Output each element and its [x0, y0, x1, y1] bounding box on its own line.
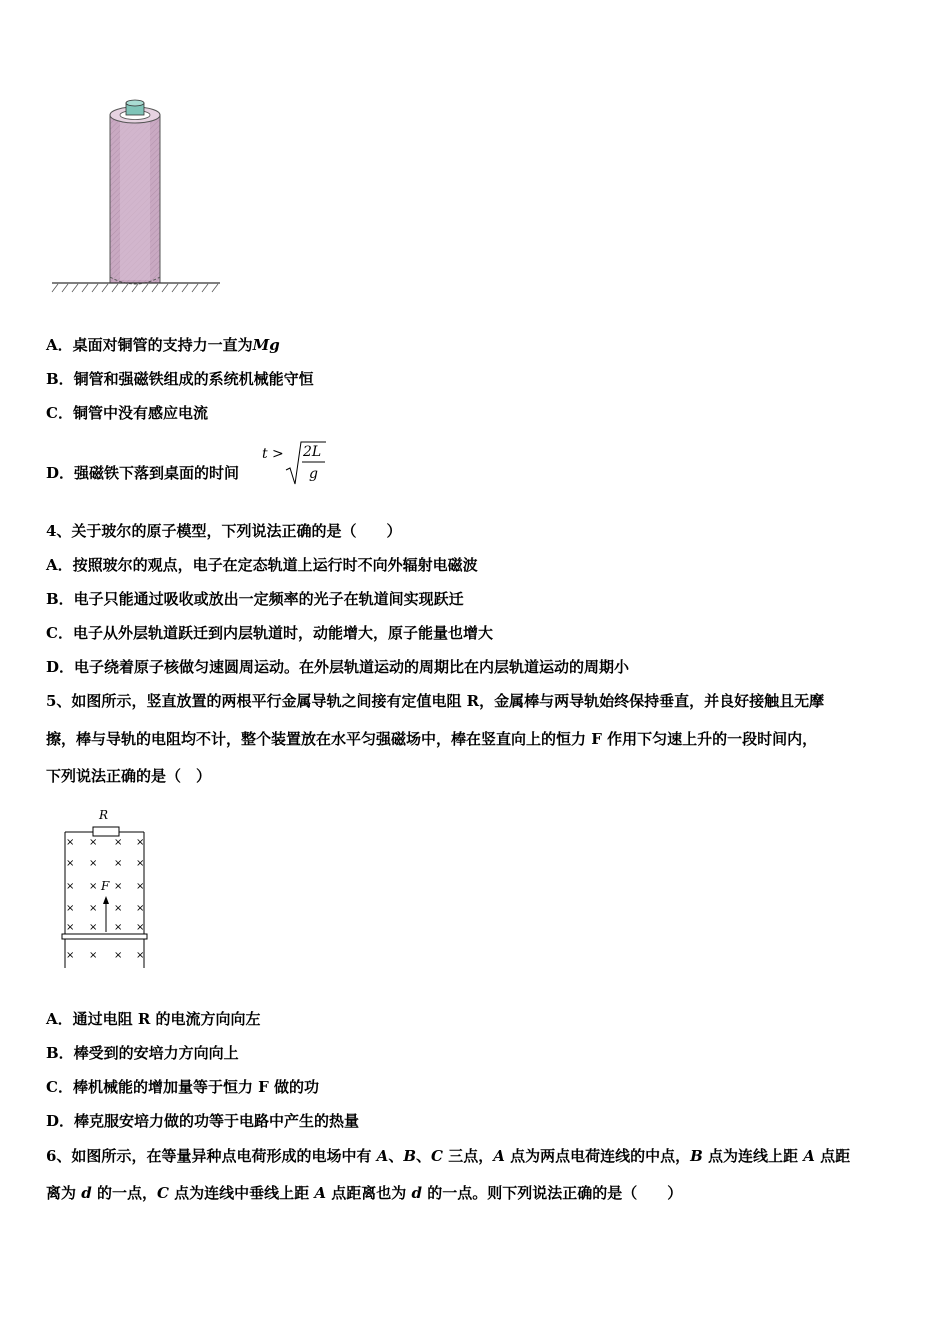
- field-mark: ×: [114, 922, 123, 933]
- point-a: A: [493, 1147, 505, 1165]
- field-mark: ×: [89, 950, 98, 961]
- q5-option-d: D．棒克服安培力做的功等于电路中产生的热量: [46, 1112, 360, 1130]
- formula-denominator: g: [309, 466, 318, 482]
- copper-tube-figure: [48, 95, 228, 300]
- q6-text: 点为连线上距: [702, 1147, 804, 1165]
- field-mark: ×: [89, 837, 98, 848]
- formula-gt: >: [272, 446, 284, 462]
- field-mark: ×: [89, 858, 98, 869]
- q6-text: 点为两点电荷连线的中点，: [504, 1147, 691, 1165]
- q6-text: 点距离也为: [326, 1184, 412, 1202]
- copper-tube-inner: [120, 120, 150, 280]
- point-b: B: [403, 1147, 417, 1165]
- field-mark: ×: [136, 837, 145, 848]
- point-a: A: [314, 1184, 327, 1202]
- q5-option-c: C．棒机械能的增加量等于恒力 F 做的功: [46, 1078, 320, 1096]
- field-mark: ×: [66, 858, 75, 869]
- field-mark: ×: [136, 922, 145, 933]
- magnet-top: [126, 100, 144, 106]
- q4-option-d: D．电子绕着原子核做匀速圆周运动。在外层轨道运动的周期比在内层轨道运动的周期小: [46, 658, 630, 676]
- table-hatching: [52, 284, 218, 292]
- q4-stem: 4、关于玻尔的原子模型，下列说法正确的是（ ）: [46, 522, 402, 540]
- field-mark: ×: [114, 903, 123, 914]
- q5-stem-line-2: 擦，棒与导轨的电阻均不计，整个装置放在水平匀强磁场中，棒在竖直向上的恒力 F 作用下匀速上升的一段时间内，: [46, 730, 818, 748]
- field-mark: ×: [114, 837, 123, 848]
- q4-option-b: B．电子只能通过吸收或放出一定频率的光子在轨道间实现跃迁: [46, 590, 464, 608]
- q6-text: 、: [416, 1147, 432, 1165]
- field-mark: ×: [66, 950, 75, 961]
- field-mark: ×: [136, 903, 145, 914]
- q5-option-a: A．通过电阻 R 的电流方向向左: [46, 1010, 261, 1028]
- point-c: C: [156, 1184, 169, 1202]
- q3-option-d-text: D．强磁铁下落到桌面的时间: [46, 464, 240, 482]
- q5-stem-line-1: 5、如图所示，竖直放置的两根平行金属导轨之间接有定值电阻 R，金属棒与两导轨始终保持垂直，并良好接触且无摩: [46, 692, 825, 710]
- field-mark: ×: [66, 903, 75, 914]
- q6-text: 、: [388, 1147, 404, 1165]
- q6-text: 6、如图所示，在等量异种点电荷形成的电场中有: [46, 1147, 377, 1165]
- q5-stem-line-3: 下列说法正确的是（ ）: [46, 767, 212, 785]
- q4-option-a: A．按照玻尔的观点，电子在定态轨道上运行时不向外辐射电磁波: [46, 556, 478, 574]
- field-mark: ×: [114, 858, 123, 869]
- q6-text: 点距: [814, 1147, 851, 1165]
- field-mark: ×: [114, 881, 123, 892]
- q3-option-a-math: Mg: [252, 336, 280, 354]
- field-mark: ×: [66, 837, 75, 848]
- q4-option-c: C．电子从外层轨道跃迁到内层轨道时，动能增大，原子能量也增大: [46, 624, 493, 642]
- q6-text: 的一点，: [91, 1184, 157, 1202]
- q6-text: 离为: [46, 1184, 82, 1202]
- field-mark: ×: [66, 881, 75, 892]
- q6-text: 点为连线中垂线上距: [168, 1184, 315, 1202]
- field-mark: ×: [66, 922, 75, 933]
- field-mark: ×: [136, 858, 145, 869]
- point-c: C: [431, 1147, 443, 1165]
- point-a: A: [376, 1147, 389, 1165]
- field-mark: ×: [89, 903, 98, 914]
- field-mark: ×: [89, 922, 98, 933]
- point-b: B: [690, 1147, 703, 1165]
- q6-stem-line-1: [46, 1146, 850, 1166]
- resistor: [93, 827, 119, 836]
- q3-option-a-text: A．桌面对铜管的支持力一直为: [46, 336, 253, 354]
- q3-option-b: B．铜管和强磁铁组成的系统机械能守恒: [46, 370, 314, 388]
- field-mark: ×: [114, 950, 123, 961]
- force-arrow-head: [103, 896, 109, 904]
- resistor-label: R: [99, 808, 109, 822]
- q3-option-d-formula: [260, 438, 330, 488]
- formula-numerator: 2L: [303, 444, 322, 460]
- distance-d: d: [81, 1184, 92, 1202]
- q3-option-a: [46, 335, 280, 355]
- distance-d: d: [411, 1184, 422, 1202]
- field-mark: ×: [136, 950, 145, 961]
- rail-circuit-figure: [58, 800, 158, 975]
- q6-text: 的一点。则下列说法正确的是（ ）: [421, 1184, 683, 1202]
- q5-option-b: B．棒受到的安培力方向向上: [46, 1044, 239, 1062]
- field-mark: ×: [136, 881, 145, 892]
- q3-option-c: C．铜管中没有感应电流: [46, 404, 208, 422]
- field-mark: ×: [89, 881, 98, 892]
- metal-rod: [62, 934, 147, 939]
- formula-t: t: [262, 446, 268, 462]
- force-label: F: [101, 879, 110, 893]
- q3-option-d: [46, 444, 322, 495]
- q6-text: 三点，: [442, 1147, 494, 1165]
- q6-stem-line-2: [46, 1183, 682, 1203]
- point-a: A: [803, 1147, 815, 1165]
